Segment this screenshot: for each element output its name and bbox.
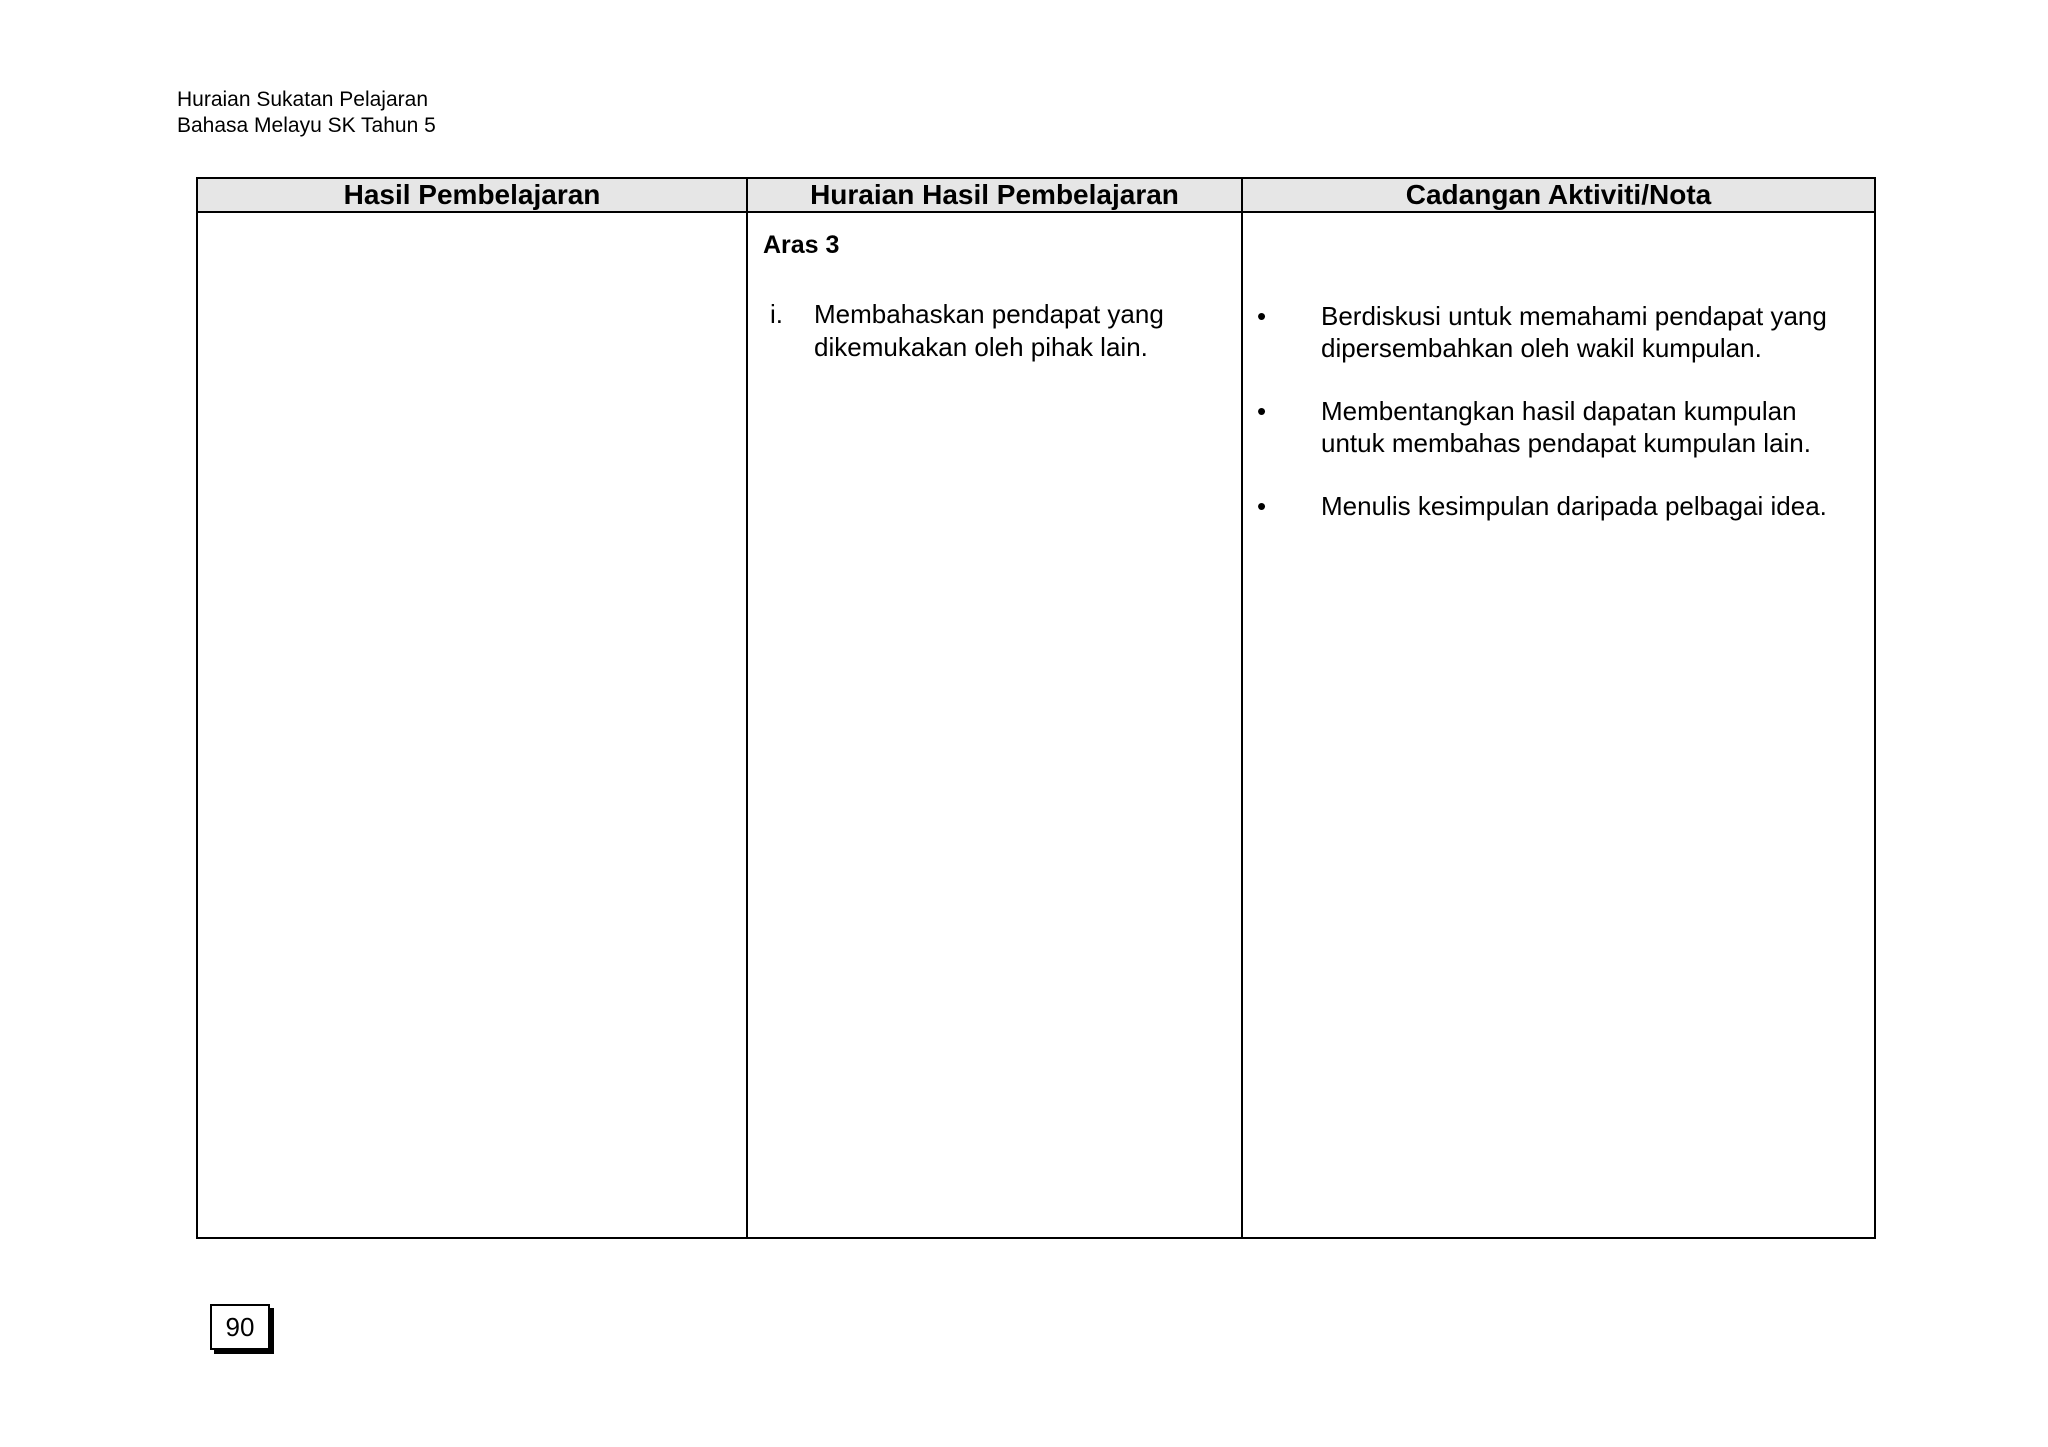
cadangan-cell <box>1242 212 1875 1238</box>
bullet-icon: • <box>1257 301 1267 331</box>
header-line-1: Huraian Sukatan Pelajaran <box>177 88 428 111</box>
item-text: Membahaskan pendapat yang dikemukakan oleh pihak lain. <box>814 299 1164 362</box>
activity-text: Menulis kesimpulan daripada pelbagai idea. <box>1321 491 1827 521</box>
column-header-cadangan: Cadangan Aktiviti/Nota <box>1242 178 1875 212</box>
activity-text: Berdiskusi untuk memahami pendapat yang dipersembahkan oleh wakil kumpulan. <box>1321 301 1827 363</box>
list-item <box>1257 300 1857 364</box>
level-label: Aras 3 <box>763 231 840 259</box>
item-number: i. <box>770 299 783 329</box>
document-header <box>177 87 436 139</box>
list-item <box>1257 490 1857 522</box>
bullet-icon: • <box>1257 396 1267 426</box>
page-number: 90 <box>210 1304 270 1350</box>
activity-list <box>1257 300 1857 553</box>
table-row <box>197 212 1875 1238</box>
column-header-hasil: Hasil Pembelajaran <box>197 178 747 212</box>
header-line-2: Bahasa Melayu SK Tahun 5 <box>177 114 436 137</box>
huraian-cell <box>747 212 1242 1238</box>
syllabus-table <box>196 177 1876 1239</box>
bullet-icon: • <box>1257 491 1267 521</box>
hasil-cell <box>197 212 747 1238</box>
table-header-row <box>197 178 1875 212</box>
column-header-huraian: Huraian Hasil Pembelajaran <box>747 178 1242 212</box>
activity-text: Membentangkan hasil dapatan kumpulan untuk membahas pendapat kumpulan lain. <box>1321 396 1811 458</box>
list-item <box>1257 395 1857 459</box>
